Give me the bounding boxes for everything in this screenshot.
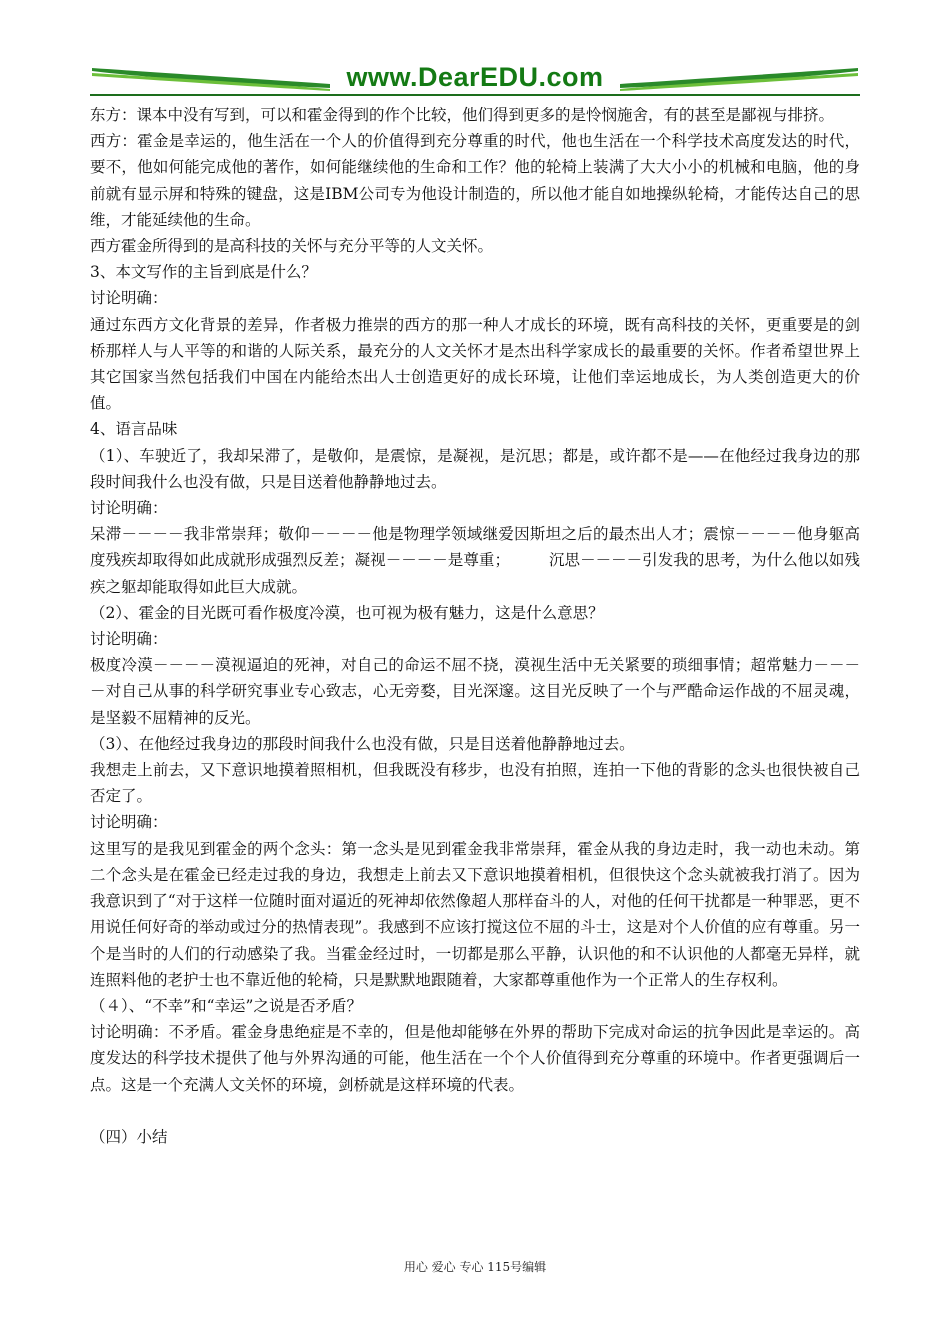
section-heading: 3、本文写作的主旨到底是什么？ bbox=[90, 263, 317, 282]
discussion-label: 讨论明确： bbox=[90, 630, 168, 649]
section-heading: （四）小结 bbox=[90, 1127, 168, 1146]
question: （3）、在他经过我身边的那段时间我什么也没有做，只是目送着他静静地过去。 bbox=[90, 734, 635, 753]
question: （４）、“不幸”和“幸运”之说是否矛盾？ bbox=[90, 996, 362, 1015]
paragraph: 东方：课本中没有写到，可以和霍金得到的作个比较，他们得到更多的是怜悯施舍，有的甚至是鄙视与排挤。 bbox=[90, 106, 835, 124]
paragraph: 呆滞－－－－我非常崇拜；敬仰－－－－他是物理学领域继爱因斯坦之后的最杰出人才；震惊－－－－他身躯高度残疾却取得如此成就形成强烈反差；凝视－－－－是尊重； 沉思－－－－引发我的思考，为什么他以如残疾之躯却能取得如此巨大成就。 bbox=[90, 525, 860, 596]
question: （1）、车驶近了，我却呆滞了，是敬仰，是震惊，是凝视，是沉思；都是，或许都不是——在他经过我身边的那段时间我什么也没有做，只是目送着他静静地过去。 bbox=[90, 446, 860, 491]
paragraph: 通过东西方文化背景的差异，作者极力推崇的西方的那一种人才成长的环境，既有高科技的关怀，更重要是的剑桥那样人与人平等的和谐的人际关系，最充分的人文关怀才是杰出科学家成长的最重要的关怀。作者希望世界上其它国家当然包括我们中国在内能给杰出人士创造更好的成长环境，让他们幸运地成长，为人类创造更大的价值。 bbox=[90, 315, 860, 413]
document-body bbox=[90, 102, 860, 1150]
paragraph: 西方：霍金是幸运的，他生活在一个人的价值得到充分尊重的时代，他也生活在一个科学技术高度发达的时代，要不，他如何能完成他的著作，如何能继续他的生命和工作？他的轮椅上装满了大大小小的机械和电脑，他的身前就有显示屏和特殊的键盘，这是IBM公司专为他设计制造的，所以他才能自如地操纵轮椅，才能传达自己的思维，才能延续他的生命。 bbox=[90, 132, 860, 229]
blank-line bbox=[90, 1098, 860, 1124]
question: （2）、霍金的目光既可看作极度冷漠，也可视为极有魅力，这是什么意思？ bbox=[90, 603, 604, 622]
paragraph: 西方霍金所得到的是高科技的关怀与充分平等的人文关怀。 bbox=[90, 237, 494, 256]
discussion-label: 讨论明确： bbox=[90, 289, 168, 308]
site-header bbox=[90, 58, 860, 98]
section-heading: 4、语言品味 bbox=[90, 420, 178, 439]
paragraph: 讨论明确：不矛盾。霍金身患绝症是不幸的，但是他却能够在外界的帮助下完成对命运的抗争因此是幸运的。高度发达的科学技术提供了他与外界沟通的可能，他生活在一个个人价值得到充分尊重的环境中。作者更强调后一点。这是一个充满人文关怀的环境，剑桥就是这样环境的代表。 bbox=[90, 1023, 860, 1094]
discussion-label: 讨论明确： bbox=[90, 813, 168, 832]
page-footer: 用心 爱心 专心 115号编辑 bbox=[403, 1260, 547, 1274]
site-logo: www.DearEDU.com bbox=[346, 62, 604, 92]
paragraph: 极度冷漠－－－－漠视逼迫的死神，对自己的命运不屈不挠，漠视生活中无关紧要的琐细事情；超常魅力－－－－对自己从事的科学研究事业专心致志，心无旁婺，目光深邃。这目光反映了一个与严酷命运作战的不屈灵魂，是坚毅不屈精神的反光。 bbox=[90, 656, 860, 727]
paragraph: 我想走上前去，又下意识地摸着照相机，但我既没有移步，也没有拍照，连拍一下他的背影的念头也很快被自己否定了。 bbox=[90, 761, 860, 806]
discussion-label: 讨论明确： bbox=[90, 499, 168, 518]
paragraph: 这里写的是我见到霍金的两个念头：第一念头是见到霍金我非常崇拜，霍金从我的身边走时，我一动也未动。第二个念头是在霍金已经走过我的身边，我想走上前去又下意识地摸着相机，但很快这个念头就被我打消了。因为我意识到了“对于这样一位随时面对逼近的死神却依然像超人那样奋斗的人，对他的任何干扰都是一种罪恶，更不用说任何好奇的举动或过分的热情表现”。我感到不应该打搅这位不屈的斗士，这是对个人价值的应有尊重。另一个是当时的人们的行动感染了我。当霍金经过时，一切都是那么平静，认识他的和不认识他的人都毫无异样，就连照料他的老护士也不靠近他的轮椅，只是默默地跟随着，大家都尊重他作为一个正常人的生存权利。 bbox=[90, 839, 860, 989]
